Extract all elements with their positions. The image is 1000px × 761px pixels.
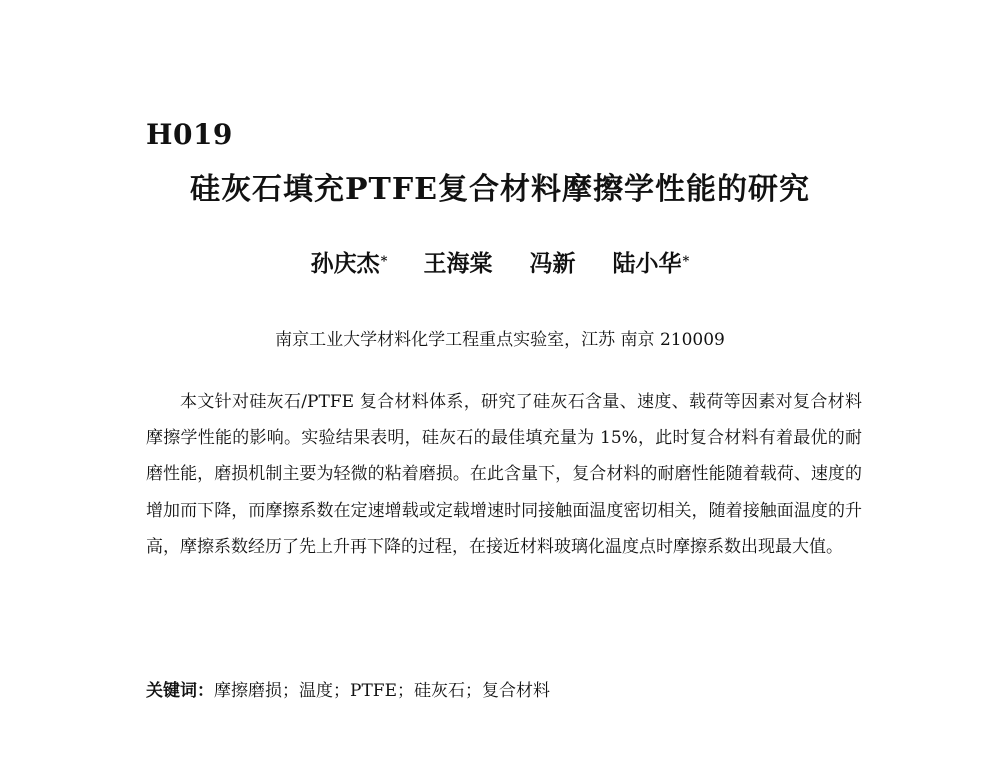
author-name: 王海棠	[423, 250, 493, 277]
affiliation: 南京工业大学材料化学工程重点实验室，江苏 南京 210009	[275, 330, 725, 350]
abstract-body: 本文针对硅灰石/PTFE 复合材料体系，研究了硅灰石含量、速度、载荷等因素对复合材料摩擦学性能的影响。实验结果表明，硅灰石的最佳填充量为 15%，此时复合材料有着最优的耐磨性能，磨损机制主要为轻微的粘着磨损。在此含量下，复合材料的耐磨性能随着载荷、速度的增加而下降，而摩擦系数在定速增载或定载增速时同接触面温度密切相关，随着接触面温度的升高，摩擦系数经历了先上升再下降的过程，在接近材料玻璃化温度点时摩擦系数出现最大值。	[146, 392, 862, 557]
author-list	[0, 248, 1000, 280]
corresponding-mark: *	[380, 254, 388, 269]
author-name: 冯新	[529, 250, 576, 277]
author-3	[530, 248, 577, 280]
keywords-list: 摩擦磨损；温度；PTFE；硅灰石；复合材料	[214, 681, 550, 701]
author-name: 孙庆杰	[310, 250, 380, 277]
paper-title: 硅灰石填充PTFE复合材料摩擦学性能的研究	[189, 172, 811, 207]
paper-id: H019	[146, 118, 233, 151]
author-1	[311, 248, 388, 280]
corresponding-mark: *	[682, 254, 690, 269]
author-name: 陆小华	[612, 250, 682, 277]
author-4	[613, 248, 690, 280]
keywords-label: 关键词：	[146, 681, 214, 701]
author-2	[423, 248, 493, 280]
keywords-line	[146, 678, 550, 704]
